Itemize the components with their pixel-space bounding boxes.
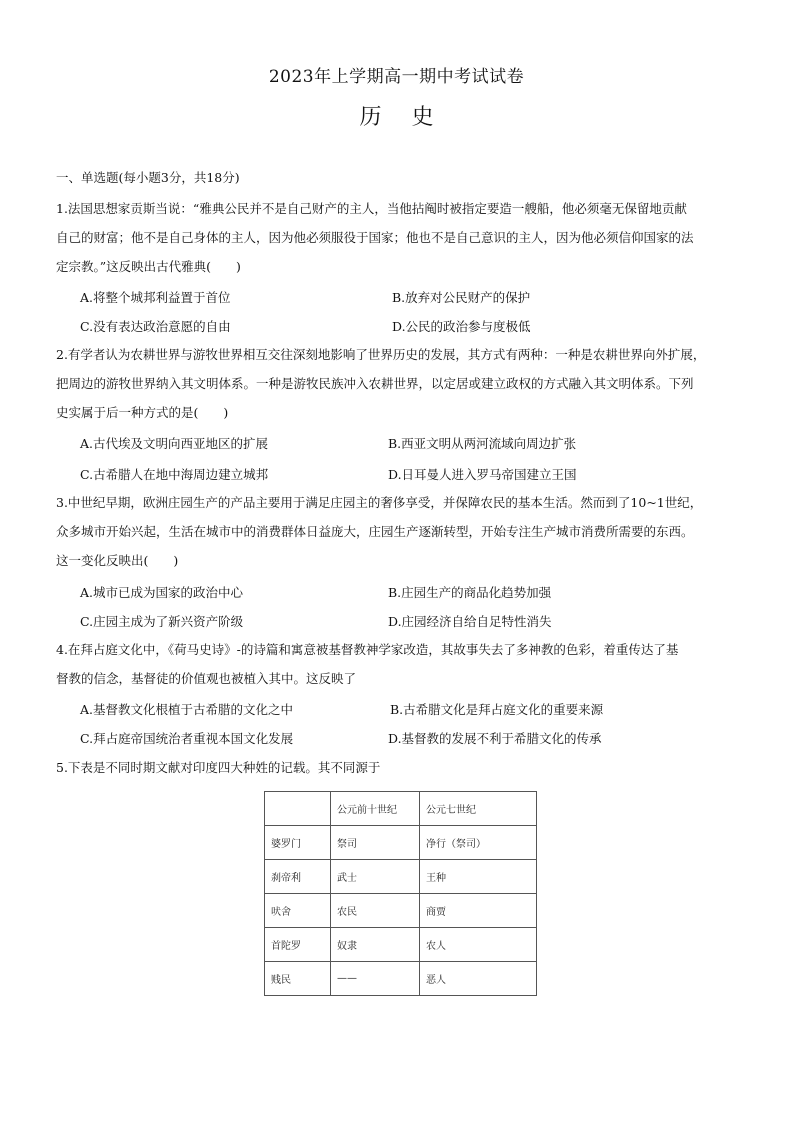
question-line: 史实属于后一种方式的是( ) [56,405,229,420]
question-line: 5.下表是不同时期文献对印度四大种姓的记载。其不同源于 [56,760,381,775]
table-cell: 净行（祭司） [420,826,537,860]
section-heading: 一、单选题(每小题3分，共18分) [56,170,240,185]
option-c: C.庄园主成为了新兴资产阶级 [80,614,244,629]
table-cell: 恶人 [420,962,537,996]
table-cell: 贱民 [265,962,331,996]
option-c: C.没有表达政治意愿的自由 [80,319,231,334]
table-cell: 祭司 [331,826,420,860]
table-row [265,928,537,962]
option-d: D.庄园经济自给自足特性消失 [388,614,552,629]
table-header-row [265,792,537,826]
table-cell: 农人 [420,928,537,962]
table-row [265,860,537,894]
option-a: A.基督教文化根植于古希腊的文化之中 [80,702,294,717]
option-a: A.城市已成为国家的政治中心 [80,585,244,600]
question-3 [56,488,746,575]
table-cell: 农民 [331,894,420,928]
table-cell: 婆罗门 [265,826,331,860]
question-line: 4.在拜占庭文化中，《荷马史诗》-的诗篇和寓意被基督教神学家改造，其故事失去了多神教的色彩，着重传达了基 [56,642,679,657]
table-cell: 商贾 [420,894,537,928]
option-b: B.庄园生产的商品化趋势加强 [388,585,552,600]
question-2 [56,340,746,427]
table-cell: 武士 [331,860,420,894]
table-cell: 奴隶 [331,928,420,962]
question-line: 2.有学者认为农耕世界与游牧世界相互交往深刻地影响了世界历史的发展，其方式有两种：一种是农耕世界向外扩展， [56,347,706,362]
table-cell: 首陀罗 [265,928,331,962]
table-row [265,894,537,928]
question-line: 定宗教。”这反映出古代雅典( ) [56,259,241,274]
table-row [265,826,537,860]
table-cell: 王种 [420,860,537,894]
question-4 [56,635,746,693]
option-d: D.日耳曼人进入罗马帝国建立王国 [388,467,577,482]
question-line: 众多城市开始兴起，生活在城市中的消费群体日益庞大，庄园生产逐渐转型，开始专注生产城市消费所需要的东西。 [56,524,694,539]
option-c: C.拜占庭帝国统治者重视本国文化发展 [80,731,294,746]
question-line: 1.法国思想家贡斯当说：“雅典公民并不是自己财产的主人，当他拈阄时被指定要造一艘船，他必须毫无保留地贡献 [56,201,687,216]
question-line: 3.中世纪早期，欧洲庄园生产的产品主要用于满足庄园主的奢侈享受，并保障农民的基本生活。然而到了10~1世纪， [56,495,703,510]
table-cell: —— [331,962,420,996]
question-1 [56,194,746,281]
table-header-cell: 公元前十世纪 [331,792,420,826]
question-line: 这一变化反映出( ) [56,553,179,568]
option-c: C.古希腊人在地中海周边建立城邦 [80,467,269,482]
subject-title: 历史 [359,105,464,130]
question-5 [56,753,746,782]
option-b: B.古希腊文化是拜占庭文化的重要来源 [390,702,604,717]
table-cell: 吠舍 [265,894,331,928]
option-d: D.基督教的发展不利于希腊文化的传承 [388,731,602,746]
option-b: B.西亚文明从两河流域向周边扩张 [388,436,577,451]
option-d: D.公民的政治参与度极低 [392,319,531,334]
question-line: 自己的财富；他不是自己身体的主人，因为他必须服役于国家；他也不是自己意识的主人，因为他必须信仰国家的法 [56,230,694,245]
table-cell: 刹帝利 [265,860,331,894]
option-b: B.放弃对公民财产的保护 [392,290,531,305]
option-a: A.古代埃及文明向西亚地区的扩展 [80,436,269,451]
table-header-cell: 公元七世纪 [420,792,537,826]
question-line: 把周边的游牧世界纳入其文明体系。一种是游牧民族冲入农耕世界，以定居或建立政权的方式融入其文明体系。下列 [56,376,694,391]
caste-table [264,791,537,996]
question-line: 督教的信念，基督徒的价值观也被植入其中。这反映了 [56,671,357,686]
table-row [265,962,537,996]
option-a: A.将整个城邦利益置于首位 [80,290,231,305]
exam-title: 2023年上学期高一期中考试试卷 [268,67,525,87]
table-header-cell [265,792,331,826]
